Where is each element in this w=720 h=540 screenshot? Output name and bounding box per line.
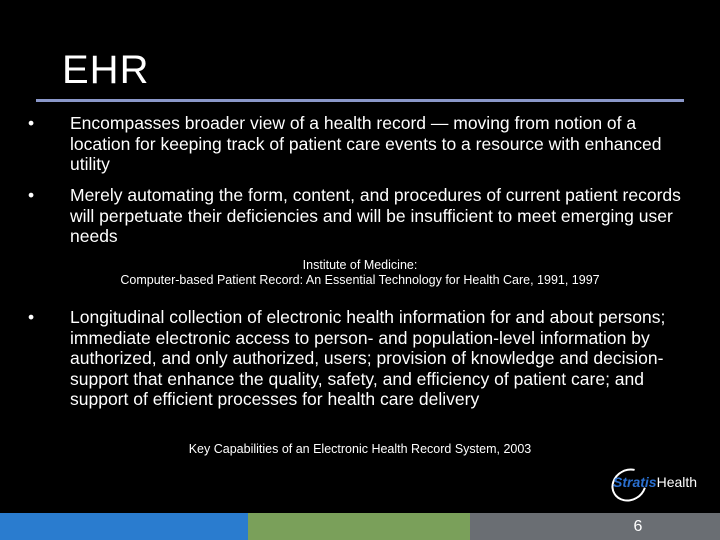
bullet-item	[28, 185, 688, 247]
title-underline	[36, 99, 684, 102]
citation-ehr-capabilities: Key Capabilities of an Electronic Health Record System, 2003	[188, 442, 532, 456]
footer-blue-segment	[0, 513, 248, 540]
bullet-text: Merely automating the form, content, and procedures of current patient records will perpetuate their deficiencies and will be insufficient to meet emerging user needs	[70, 185, 681, 246]
stratis-health-logo	[611, 469, 707, 497]
page-number: 6	[633, 518, 643, 535]
logo-part1: Stratis	[613, 474, 657, 490]
bullet-text: Longitudinal collection of electronic health information for and about persons; immediate electronic access to person- and population-level information by authorized, and only authorized, users; provision of knowledge and decision-support that enhance the quality, safety, and efficiency of patient care; and support of efficient processes for health care delivery	[70, 307, 666, 409]
footer-bar	[0, 513, 720, 540]
bullet-item	[28, 307, 688, 410]
bullet-marker: •	[28, 185, 35, 205]
bullet-marker: •	[28, 307, 35, 327]
footer-gray-segment	[470, 513, 720, 540]
bullet-marker: •	[28, 113, 35, 133]
citation-iom	[40, 258, 680, 288]
logo-wordmark	[613, 474, 697, 490]
logo-part2: Health	[656, 474, 698, 490]
bullet-item	[28, 113, 688, 175]
citation-title: Computer-based Patient Record: An Essential Technology for Health Care, 1991, 1997	[120, 273, 600, 287]
citation-source: Institute of Medicine:	[302, 258, 418, 272]
slide-title: EHR	[62, 48, 150, 92]
bullet-text: Encompasses broader view of a health record — moving from notion of a location for keeping track of patient care events to a resource with enhanced utility	[70, 113, 662, 174]
footer-green-segment	[248, 513, 470, 540]
